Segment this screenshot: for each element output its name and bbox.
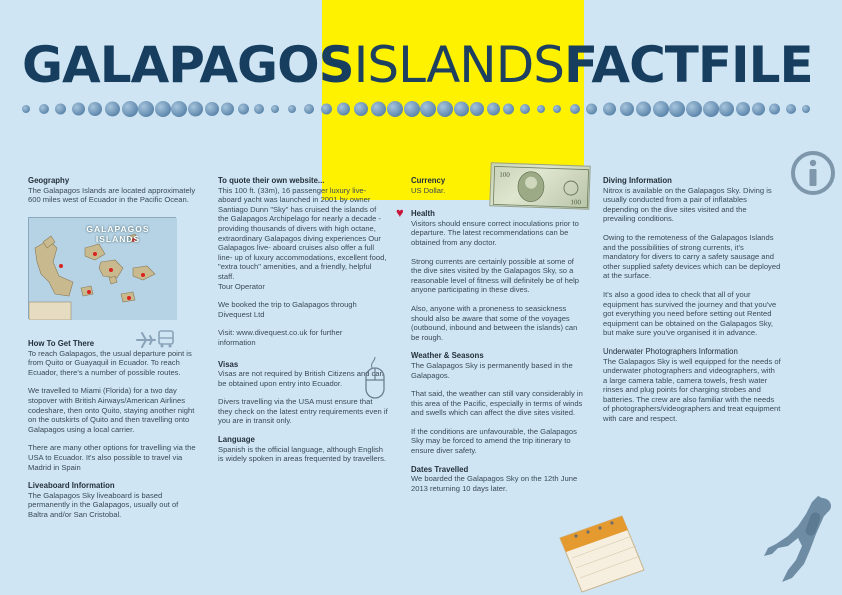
diving-heading: Diving Information [603,176,672,185]
decorative-dot [122,101,138,117]
decorative-dot [321,104,332,115]
decorative-dot [437,101,453,117]
diving-p2: Owing to the remoteness of the Galapagos Islands and the possibilities of strong currents, it's mandatory for divers to carry a safety sausage and other supplied safety devices which can be deployed at the surface. [603,232,781,281]
decorative-dot [238,104,249,115]
info-icon [790,150,836,201]
decorative-dot [553,105,561,113]
diving-p1: Nitrox is available on the Galapagos Sky. Diving is usually conducted from a pair of inflatables depending on the dive sites visited and the prevailing conditions. [603,185,772,224]
visit-text: Visit: www.divequest.co.uk for further information [218,328,343,347]
decorative-dot [470,102,484,116]
language-heading: Language [218,435,255,445]
decorative-dot [88,102,102,116]
decorative-dot [786,104,796,114]
decorative-dot [420,101,436,117]
decorative-dot [371,102,386,117]
currency-heading: Currency [411,176,446,185]
decorative-dot [520,104,530,114]
column-1-lower [28,339,198,529]
dates-heading: Dates Travelled [411,464,469,474]
liveaboard-text: The Galapagos Sky liveaboard is based permanently in the Galapagos, usually out of Baltra and/or San Cristobal. [28,490,179,519]
galapagos-map [28,217,176,319]
photographers-heading: Underwater Photographers Information [603,346,738,356]
decorative-dot [254,104,264,114]
decorative-dot [387,101,403,117]
decorative-dot [39,104,49,114]
decorative-dot [288,105,296,113]
heart-icon: ♥ [396,205,404,220]
diving-p3: It's also a good idea to check that all of your equipment has survived the journey and that you've got everything you need before setting out Rented equipment can be obtained on the Galapagos Sky, but make sure you've organised it in advance. [603,289,777,338]
currency-text: US Dollar. [411,185,446,195]
decorative-dot [188,102,203,117]
visas-heading: Visas [218,359,239,369]
decorative-dot [636,102,651,117]
weather-heading: Weather & Seasons [411,351,484,361]
decorative-dot [171,101,187,117]
decorative-dot [586,104,597,115]
decorative-dot [404,101,420,117]
calendar-icon [552,508,648,595]
decorative-dot [354,102,368,116]
decorative-dot [752,103,765,116]
decorative-dot [454,102,469,117]
svg-text:100: 100 [499,170,511,179]
quote-attribution: Tour Operator [218,281,265,291]
map-pin [87,290,91,294]
mouse-icon [362,356,388,405]
health-heading: Health [411,209,435,219]
column-1 [28,176,198,214]
decorative-dot [769,104,780,115]
decorative-dot [22,105,30,113]
decorative-dot [503,104,514,115]
booked-text: We booked the trip to Galapagos through Divequest Ltd [218,300,357,319]
photographers-text: The Galapagos Sky is well equipped for the needs of underwater photographers and videographers, with a large camera table, camera towels, fresh water rinses and plug points for charging strobes and batteries. The crew are also familiar with the needs of photographers/videographers and treat equipment with care and respect. [603,356,781,424]
how-to-get-there-p1: To reach Galapagos, the usual departure point is from Quito or Guayaquil in Ecuador. To reach Ecuador, there's a number of possible routes. [28,348,192,377]
decorative-dot [620,102,634,116]
decorative-dot-row [22,98,822,120]
map-pin [127,296,131,300]
map-pin [93,252,97,256]
title-factfile: FACTFILE [563,36,813,94]
decorative-dot [686,101,702,117]
decorative-dot [537,105,545,113]
column-4 [603,176,781,433]
how-to-get-there-p3: There are many other options for travelling via the USA to Ecuador. It's also possible to travel via Madrid in Spain [28,443,196,472]
decorative-dot [736,102,750,116]
decorative-dot [669,101,685,117]
decorative-dot [653,101,669,117]
health-p1: Visitors should ensure correct inoculations prior to departure. The latest recommendations can be obtained from any doctor. [411,218,579,247]
decorative-dot [570,104,580,114]
visas-p1: Visas are not required by British Citizens and can be obtained upon entry into Ecuador. [218,369,384,388]
decorative-dot [205,102,219,116]
decorative-dot [155,101,171,117]
geography-text: The Galapagos Islands are located approximately 600 miles west of Ecuador in the Pacific Ocean. [28,185,196,205]
title-islands: ISLANDS [353,36,564,94]
title-galapagos: GALAPAGOS [22,36,354,94]
svg-text:100: 100 [570,198,582,207]
column-3 [411,176,583,502]
health-p2: Strong currents are certainly possible at some of the dive sites visited by the Galapagos Sky, so a reasonable level of fitness will definitely be of help anyone participating in these dives. [411,256,580,295]
weather-p2: That said, the weather can still vary considerably in this area of the Pacific, especially in terms of winds and swells which can affect the dive sites visited. [411,389,583,418]
decorative-dot [337,103,350,116]
liveaboard-heading: Liveaboard Information [28,481,115,491]
decorative-dot [603,103,616,116]
decorative-dot [72,103,85,116]
bus-icon [158,330,174,353]
diver-icon [758,490,838,591]
health-p3: Also, anyone with a proneness to seasickness should also be aware that some of the voyages (outbound, inbound and between the islands) can be rough. [411,303,578,342]
decorative-dot [304,104,314,114]
decorative-dot [719,102,734,117]
decorative-dot [271,105,279,113]
decorative-dot [221,103,234,116]
decorative-dot [802,105,810,113]
map-pin [141,273,145,277]
language-text: Spanish is the official language, although English is widely spoken in areas frequented by travellers. [218,444,386,464]
airplane-icon [136,332,156,353]
map-pin [109,268,113,272]
decorative-dot [55,104,66,115]
geography-heading: Geography [28,176,70,185]
page-title [22,36,822,94]
map-pin [59,264,63,268]
quote-text: This 100 ft. (33m), 16 passenger luxury live- aboard yacht was launched in 2001 by owner Santiago Dunn "Sky" has cruised the islands of the Galapagos Archipelago for nearly a decade - providing thousands of divers with high octane, extraordinary Galapagos diving experiences Our Galapagos live- aboard cruises also offer a full line- up of luxury accommodations, excellent food, "extra touch" amenities, and a friendly, helpful staff. [218,185,387,281]
weather-p1: The Galapagos Sky is permanently based in the Galapagos. [411,360,573,380]
decorative-dot [138,101,154,117]
visas-p2: Divers travelling via the USA must ensure that they check on the latest entry requirements even if you are in transit only. [218,397,388,426]
decorative-dot [703,101,719,117]
map-title: GALAPAGOS ISLANDS [86,224,150,244]
column-2 [218,176,388,473]
decorative-dot [105,102,120,117]
weather-p3: If the conditions are unfavourable, the Galapagos Sky may be forced to amend the trip itinerary to ensure diver safety. [411,426,577,456]
how-to-get-there-p2: We travelled to Miami (Florida) for a two day stopover with British Airways/American Airlines codeshare, then onto Quito, staying another night on the outskirts of Quito and then travelling onto Galapagos using a local carrier. [28,386,195,434]
quote-heading: To quote their own website... [218,176,325,185]
dates-text: We boarded the Galapagos Sky on the 12th June 2013 returning 10 days later. [411,474,578,493]
decorative-dot [487,103,500,116]
how-to-get-there-heading: How To Get There [28,339,95,348]
